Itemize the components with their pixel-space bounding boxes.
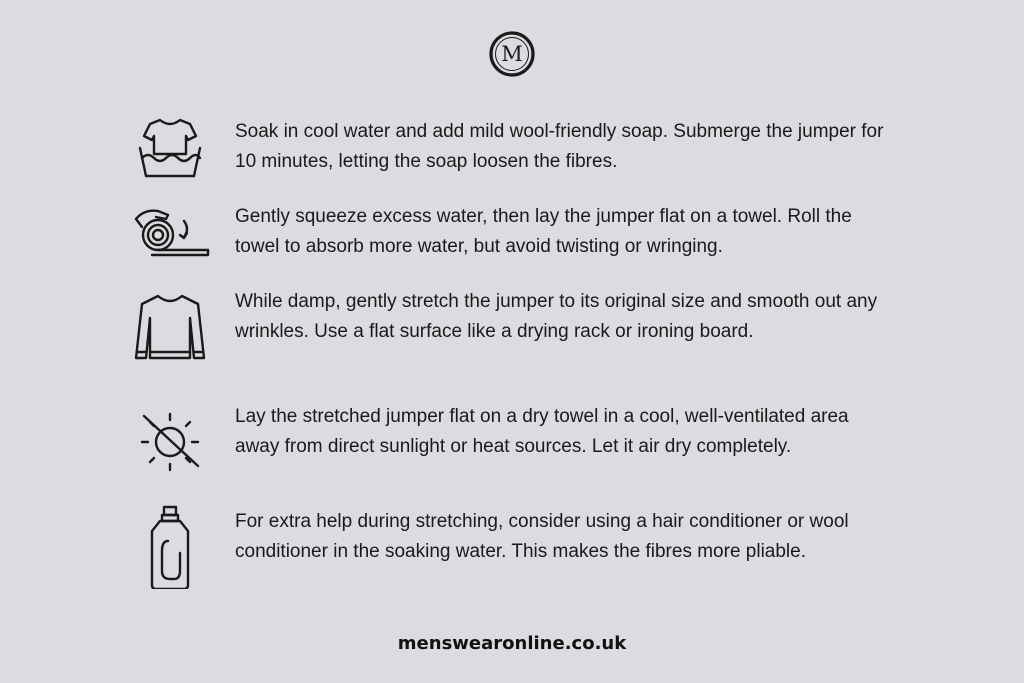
conditioner-bottle-icon [128,505,212,589]
step-dry-text: Lay the stretched jumper flat on a dry towel in a cool, well-ventilated area away from direct sunlight or heat sources. Let it air dry completely. [235,406,849,457]
step-soak-text: Soak in cool water and add mild wool-friendly soap. Submerge the jumper for 10 minutes, letting the soap loosen the fibres. [235,121,884,172]
step-stretch-text: While damp, gently stretch the jumper to its original size and smooth out any wrinkles. Use a flat surface like a drying rack or ironing board. [235,291,878,342]
brand-logo [489,31,535,77]
step-conditioner-text: For extra help during stretching, consider using a hair conditioner or wool conditioner in the soaking water. This makes the fibres more pliable. [235,511,849,562]
no-sunlight-icon [128,400,212,484]
roll-towel-icon [128,195,212,279]
hand-wash-basin-icon [128,110,212,194]
footer-url: menswearonline.co.uk [397,633,627,654]
step-squeeze-text: Gently squeeze excess water, then lay the jumper flat on a towel. Roll the towel to absorb more water, but avoid twisting or wringing. [235,206,852,257]
logo-letter: M [501,42,523,66]
jumper-icon [128,288,212,372]
